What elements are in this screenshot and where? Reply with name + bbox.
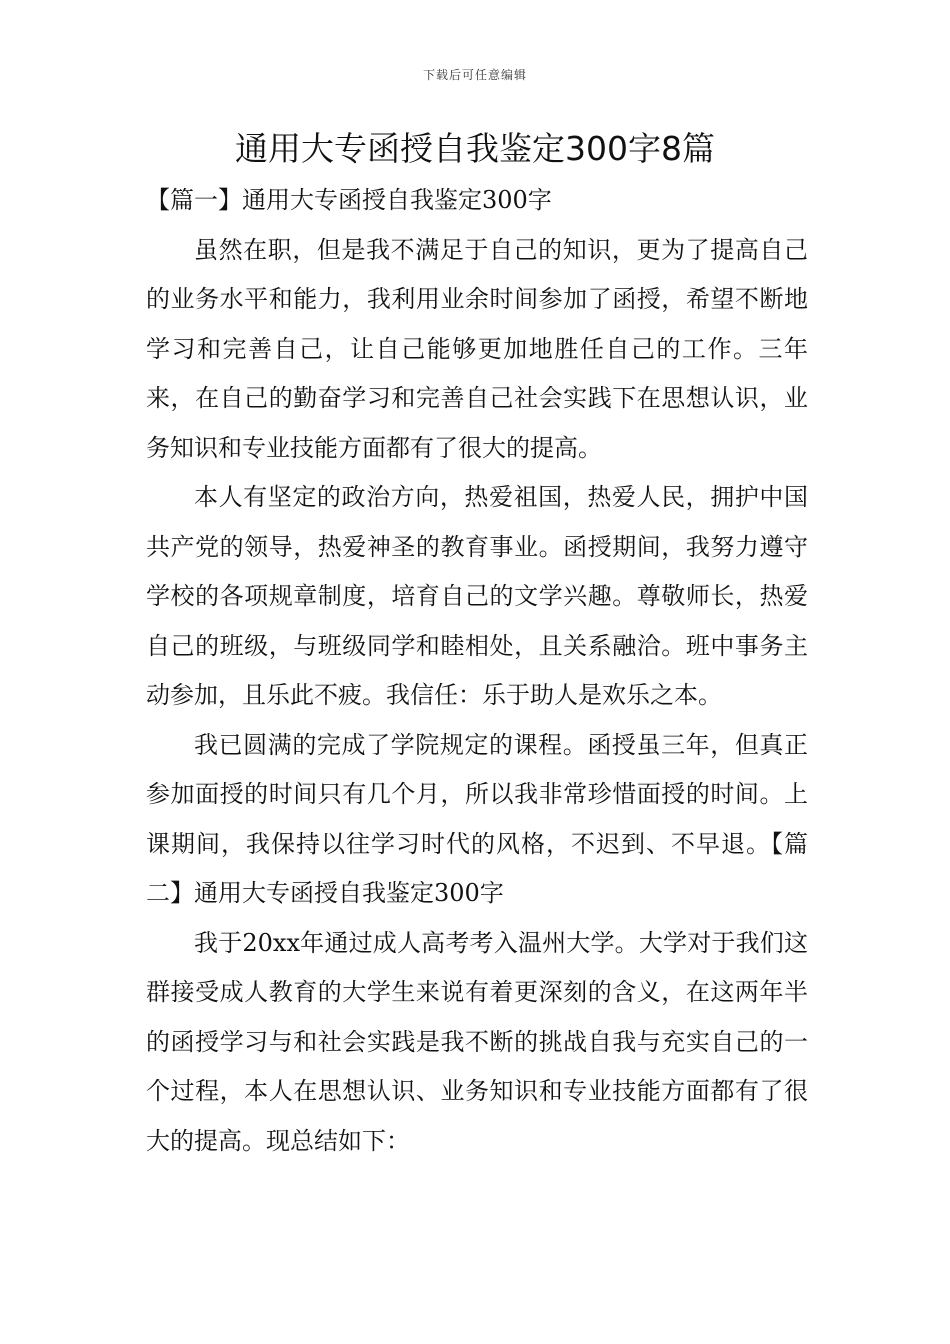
paragraph-4: 我于20xx年通过成人高考考入温州大学。大学对于我们这群接受成人教育的大学生来说有着更深刻的含义，在这两年半的函授学习与和社会实践是我不断的挑战自我与充实自己的一个过程，本人在思想认识、业务知识和专业技能方面都有了很大的提高。现总结如下： (146, 928, 808, 1155)
document-title: 通用大专函授自我鉴定300字8篇 (235, 129, 715, 168)
section-heading-1: 【篇一】通用大专函授自我鉴定300字 (146, 186, 552, 214)
paragraph-2: 本人有坚定的政治方向，热爱祖国，热爱人民，拥护中国共产党的领导，热爱神圣的教育事业。函授期间，我努力遵守学校的各项规章制度，培育自己的文学兴趣。尊敬师长，热爱自己的班级，与班级同学和睦相处，且关系融洽。班中事务主动参加，且乐此不疲。我信任：乐于助人是欢乐之本。 (146, 483, 808, 709)
paragraph-1: 虽然在职，但是我不满足于自己的知识，更为了提高自己的业务水平和能力，我利用业余时间参加了函授，希望不断地学习和完善自己，让自己能够更加地胜任自己的工作。三年来，在自己的勤奋学习和完善自己社会实践下在思想认识，业务知识和专业技能方面都有了很大的提高。 (146, 235, 808, 462)
paragraph-3: 我已圆满的完成了学院规定的课程。函授虽三年，但真正参加面授的时间只有几个月，所以我非常珍惜面授的时间。上课期间，我保持以往学习时代的风格，不迟到、不早退。【篇二】通用大专函授自我鉴定300字 (146, 730, 808, 907)
document-body (146, 176, 808, 1166)
header-note: 下载后可任意编辑 (422, 68, 527, 82)
